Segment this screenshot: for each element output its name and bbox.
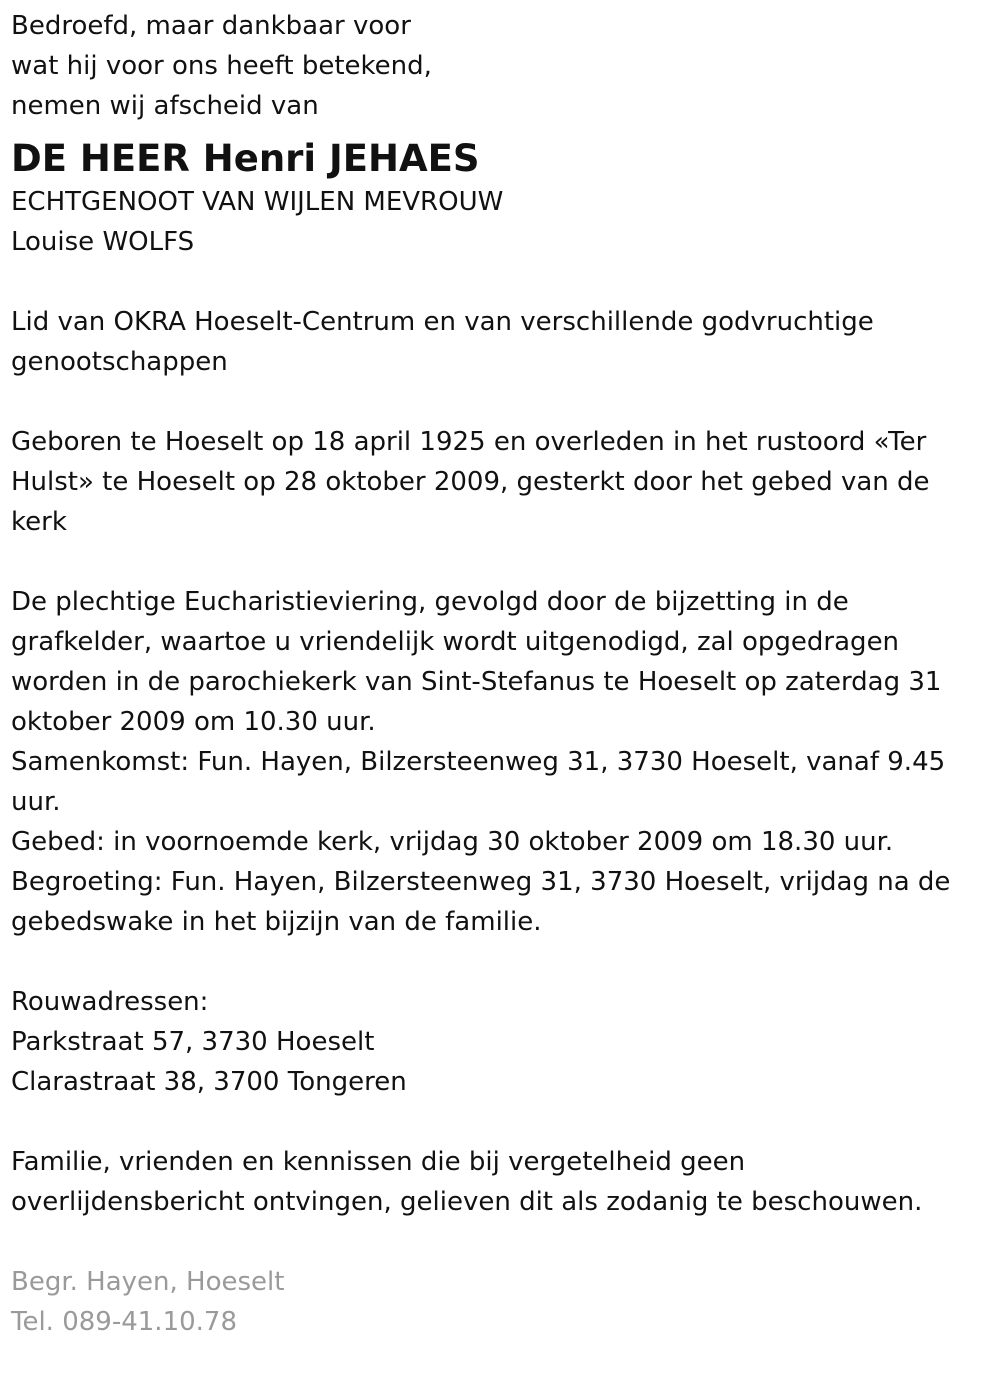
birth-death-text: Geboren te Hoeselt op 18 april 1925 en overleden in het rustoord «Ter Hulst» te Hoeselt op 28 oktober 2009, gesterkt door het gebed van de kerk <box>11 427 930 537</box>
mourning-addresses <box>11 982 986 1102</box>
gathering-text: Samenkomst: Fun. Hayen, Bilzersteenweg 31, 3730 Hoeselt, vanaf 9.45 uur. <box>11 747 946 817</box>
addresses-heading: Rouwadressen: <box>11 987 209 1017</box>
spacer <box>11 262 986 302</box>
greeting-text: Begroeting: Fun. Hayen, Bilzersteenweg 31, 3730 Hoeselt, vrijdag na de gebedswake in het bijzijn van de familie. <box>11 867 951 937</box>
undertaker-info <box>11 1262 986 1342</box>
intro-text <box>11 6 986 126</box>
undertaker-phone: Tel. 089-41.10.78 <box>11 1307 238 1337</box>
prayer-text: Gebed: in voornoemde kerk, vrijdag 30 oktober 2009 om 18.30 uur. <box>11 827 894 857</box>
intro-line: Bedroefd, maar dankbaar voor <box>11 11 411 41</box>
intro-line: wat hij voor ons heeft betekend, <box>11 51 432 81</box>
ceremony-details <box>11 582 986 942</box>
membership-text: Lid van OKRA Hoeselt-Centrum en van verschillende godvruchtige genootschappen <box>11 307 874 377</box>
spacer <box>11 1102 986 1142</box>
mass-text: De plechtige Eucharistieviering, gevolgd door de bijzetting in de grafkelder, waartoe u vriendelijk wordt uitgenodigd, zal opgedragen worden in de parochiekerk van Sint-Stefanus te Hoeselt op zaterdag 31 oktober 2009 om 10.30 uur. <box>11 587 942 737</box>
spacer <box>11 1222 986 1262</box>
undertaker-name: Begr. Hayen, Hoeselt <box>11 1267 285 1297</box>
address-line: Clarastraat 38, 3700 Tongeren <box>11 1067 407 1097</box>
address-line: Parkstraat 57, 3730 Hoeselt <box>11 1027 375 1057</box>
spacer <box>11 542 986 582</box>
intro-line: nemen wij afscheid van <box>11 91 319 121</box>
death-notice <box>11 6 986 1342</box>
deceased-name: DE HEER Henri JEHAES <box>11 137 480 180</box>
spacer <box>11 942 986 982</box>
spacer <box>11 382 986 422</box>
spouse-title: ECHTGENOOT VAN WIJLEN MEVROUW <box>11 187 504 217</box>
notice-text: Familie, vrienden en kennissen die bij vergetelheid geen overlijdensbericht ontvingen, gelieven dit als zodanig te beschouwen. <box>11 1147 923 1217</box>
spouse-name: Louise WOLFS <box>11 227 195 257</box>
